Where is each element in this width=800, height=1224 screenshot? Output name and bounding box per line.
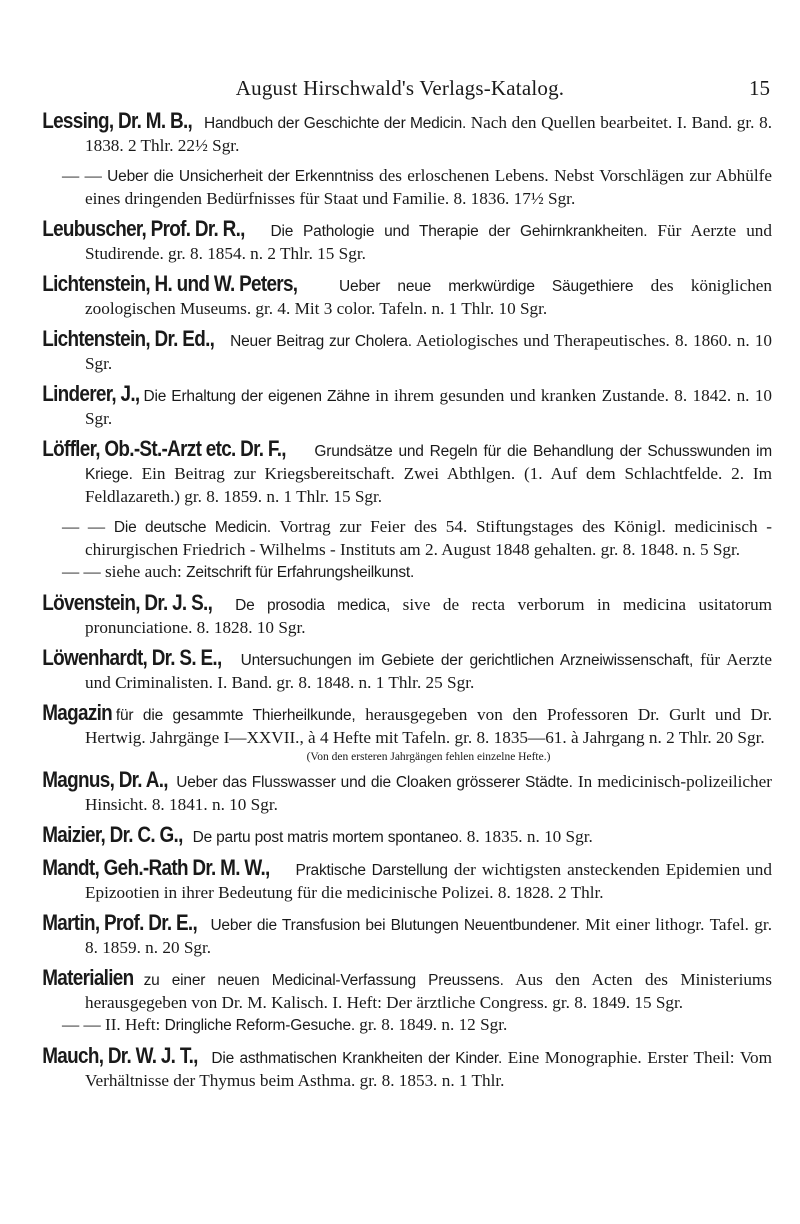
- entry-title: für die gesammte Thierheilkunde,: [115, 707, 356, 724]
- entry-text: Aetiologisches und Therapeutisches. 8. 1860. n. 10 Sgr.: [85, 331, 773, 373]
- catalog-entry: [42, 855, 772, 904]
- entry-author: Lichtenstein, Dr. Ed.,: [42, 326, 215, 351]
- entry-author: Martin, Prof. Dr. E.,: [42, 910, 198, 935]
- entry-title: De prosodia medica,: [235, 597, 391, 614]
- catalog-entry: [42, 767, 772, 816]
- entry-title: Untersuchungen im Gebiete der gerichtlichen Arzneiwissenschaft,: [240, 652, 694, 669]
- entry-author: Lessing, Dr. M. B.,: [42, 108, 193, 133]
- catalog-entry: [62, 165, 772, 210]
- entry-text: siehe auch:: [104, 562, 182, 581]
- entry-author: Magazin: [42, 700, 113, 725]
- catalog-entry: [42, 381, 773, 430]
- catalog-entry: [42, 700, 773, 749]
- catalog-entry: [42, 590, 773, 639]
- entry-title: Die Erhaltung der eigenen Zähne: [143, 388, 370, 405]
- page-title: August Hirschwald's Verlags-Katalog.: [235, 76, 565, 100]
- catalog-entry: [42, 822, 772, 849]
- entry-title: Zeitschrift für Erfahrungsheilkunst.: [186, 564, 415, 581]
- entry-text: In medicinisch-polizeilicher Hinsicht. 8. 1841. n. 10 Sgr.: [85, 772, 772, 814]
- entry-author: Lichtenstein, H. und W. Peters,: [42, 271, 298, 296]
- entry-ditto-dash: — —: [62, 562, 101, 581]
- page-number: 15: [749, 76, 770, 100]
- catalog-entry: [42, 271, 773, 320]
- entry-text: für Aerzte und Criminalisten. I. Band. gr. 8. 1848. n. 1 Thlr. 25 Sgr.: [85, 650, 773, 692]
- entry-author: Linderer, J.,: [42, 381, 140, 406]
- entry-title: Ueber die Unsicherheit der Erkenntniss: [107, 168, 374, 185]
- entry-text: der wichtigsten ansteckenden Epidemien und Epizootien in ihrer Bedeutung für die medicinische Polizei. 8. 1828. 2 Thlr.: [85, 860, 772, 902]
- catalog-entry: [42, 108, 772, 157]
- entry-ditto-dash: — —: [62, 166, 102, 185]
- entry-text: herausgegeben von den Professoren Dr. Gurlt und Dr. Hertwig. Jahrgänge I—XXVII., à 4 Hefte mit Tafeln. gr. 8. 1835—61. à Jahrgang n. 2 Thlr. 20 Sgr.: [85, 705, 773, 747]
- entry-text: II. Heft:: [104, 1015, 161, 1034]
- entry-text: Vortrag zur Feier des 54. Stiftungstages des Königl. medicinisch - chirurgischen Friedrich - Wilhelms - Instituts am 2. August 1848 gehalten. gr. 8. 1848. n. 5 Sgr.: [85, 517, 773, 559]
- catalog-entry: [62, 1014, 772, 1037]
- entry-ditto-dash: — —: [62, 517, 106, 536]
- entry-ditto-dash: — —: [62, 1015, 101, 1034]
- entry-title: Neuer Beitrag zur Cholera.: [230, 333, 412, 350]
- entry-text: des erloschenen Lebens. Nebst Vorschlägen zur Abhülfe eines dringenden Bedürfnisses für Staat und Familie. 8. 1836. 17½ Sgr.: [85, 166, 772, 208]
- entry-title: Die deutsche Medicin.: [113, 519, 272, 536]
- entry-author: Lövenstein, Dr. J. S.,: [42, 590, 213, 615]
- catalog-entries: [42, 108, 773, 1100]
- entry-text: Aus den Acten des Ministeriums herausgegeben von Dr. M. Kalisch. I. Heft: Der ärztliche Congress. gr. 8. 1849. 15 Sgr.: [85, 970, 772, 1012]
- entry-text: in ihrem gesunden und kranken Zustande. 8. 1842. n. 10 Sgr.: [85, 386, 773, 428]
- catalog-entry: [42, 910, 773, 959]
- entry-author: Mandt, Geh.-Rath Dr. M. W.,: [42, 855, 270, 880]
- entry-text: Mit einer lithogr. Tafel. gr. 8. 1859. n. 20 Sgr.: [85, 915, 773, 957]
- catalog-entry: [42, 216, 772, 265]
- entry-title: Grundsätze und Regeln für die Behandlung der Schusswunden im Kriege.: [85, 443, 772, 483]
- catalog-entry: [42, 965, 772, 1014]
- catalog-entry: [62, 561, 772, 584]
- entry-text: Eine Monographie. Erster Theil: Vom Verhältnisse der Thymus beim Asthma. gr. 8. 1853. n. 1 Thlr.: [85, 1048, 773, 1090]
- entry-title: Die Pathologie und Therapie der Gehirnkrankheiten.: [270, 223, 648, 240]
- entry-title: Ueber das Flusswasser und die Cloaken grösserer Städte.: [176, 774, 573, 791]
- entry-note: (Von den ersteren Jahrgängen fehlen einzelne Hefte.): [306, 751, 551, 763]
- entry-author: Leubuscher, Prof. Dr. R.,: [42, 216, 245, 241]
- catalog-entry: [42, 645, 773, 694]
- entry-author: Löwenhardt, Dr. S. E.,: [42, 645, 222, 670]
- entry-text: 8. 1835. n. 10 Sgr.: [466, 827, 593, 846]
- entry-text: des königlichen zoologischen Museums. gr. 4. Mit 3 color. Tafeln. n. 1 Thlr. 10 Sgr.: [85, 276, 773, 318]
- catalog-entry: [62, 516, 772, 561]
- entry-text: Für Aerzte und Studirende. gr. 8. 1854. n. 2 Thlr. 15 Sgr.: [85, 221, 772, 263]
- entry-title: Praktische Darstellung: [295, 862, 448, 879]
- catalog-entry: [42, 326, 773, 375]
- entry-title: Ueber die Transfusion bei Blutungen Neuentbundener.: [210, 917, 580, 934]
- entry-author: Magnus, Dr. A.,: [42, 767, 168, 792]
- entry-author: Löffler, Ob.-St.-Arzt etc. Dr. F.,: [42, 436, 286, 461]
- entry-author: Materialien: [42, 965, 134, 990]
- entry-author: Maizier, Dr. C. G.,: [42, 822, 183, 847]
- entry-title: De partu post matris mortem spontaneo.: [192, 829, 463, 846]
- catalog-entry: [42, 436, 773, 508]
- entry-title: Handbuch der Geschichte der Medicin.: [203, 115, 467, 132]
- entry-title: Die asthmatischen Krankheiten der Kinder.: [211, 1050, 503, 1067]
- entry-title: Ueber neue merkwürdige Säugethiere: [339, 278, 634, 295]
- entry-text-trailing: gr. 8. 1849. n. 12 Sgr.: [359, 1015, 508, 1034]
- entry-title: Dringliche Reform-Gesuche.: [164, 1017, 355, 1034]
- entry-title: zu einer neuen Medicinal-Verfassung Preussens.: [143, 972, 504, 989]
- catalog-entry: [42, 1043, 773, 1092]
- entry-text: sive de recta verborum in medicina usitatorum pronunciatione. 8. 1828. 10 Sgr.: [85, 595, 773, 637]
- entry-text: Ein Beitrag zur Kriegsbereitschaft. Zwei Abthlgen. (1. Auf dem Schlachtfelde. 2. Im Feldlazareth.) gr. 8. 1859. n. 1 Thlr. 15 Sgr.: [85, 464, 773, 506]
- entry-text: Nach den Quellen bearbeitet. I. Band. gr. 8. 1838. 2 Thlr. 22½ Sgr.: [85, 113, 772, 155]
- entry-author: Mauch, Dr. W. J. T.,: [42, 1043, 198, 1068]
